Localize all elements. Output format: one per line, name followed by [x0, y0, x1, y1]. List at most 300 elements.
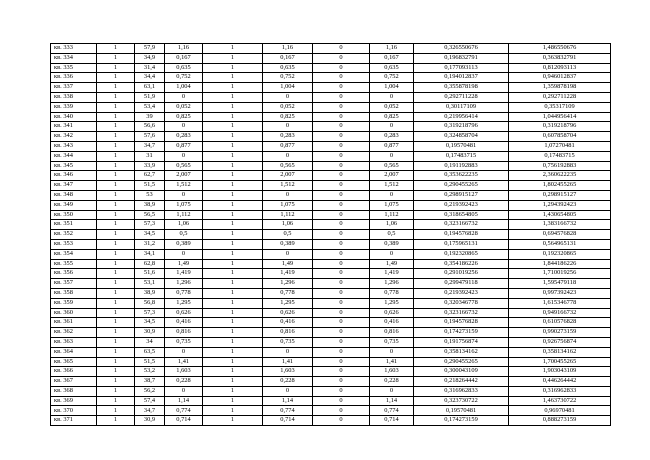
table-cell: 62,8 [135, 259, 165, 269]
table-cell: 0,997392423 [509, 288, 611, 298]
table-cell: 0,17483715 [414, 151, 509, 161]
apartment-label-cell: кв. 334 [51, 53, 97, 63]
table-cell: 0,319218796 [414, 122, 509, 132]
table-cell: 0 [370, 190, 414, 200]
table-cell: 0,735 [263, 337, 313, 347]
table-cell: 0 [313, 239, 370, 249]
apartment-label-cell: кв. 371 [51, 416, 97, 426]
table-cell: 0,290455265 [414, 357, 509, 367]
table-cell: 0,196832791 [414, 53, 509, 63]
table-cell: 34,4 [135, 73, 165, 83]
table-cell: 1 [203, 210, 263, 220]
table-cell: 1 [97, 318, 135, 328]
table-cell: 39 [135, 112, 165, 122]
table-cell: 0 [370, 92, 414, 102]
table-cell: 0 [263, 249, 313, 259]
table-cell: 0,194012837 [414, 73, 509, 83]
table-cell: 0 [313, 396, 370, 406]
table-cell: 1,075 [370, 200, 414, 210]
table-cell: 0 [313, 357, 370, 367]
table-cell: 1 [97, 288, 135, 298]
table-row [51, 171, 611, 181]
table-cell: 1,512 [165, 181, 203, 191]
table-cell: 31,4 [135, 63, 165, 73]
table-cell: 0 [313, 406, 370, 416]
table-cell: 0 [263, 151, 313, 161]
table-cell: 0,825 [263, 112, 313, 122]
table-cell: 1,512 [370, 181, 414, 191]
table-cell: 0 [313, 328, 370, 338]
table-cell: 1 [203, 377, 263, 387]
table-row [51, 141, 611, 151]
table-cell: 1 [97, 53, 135, 63]
table-cell: 0 [313, 141, 370, 151]
table-cell: 34,1 [135, 249, 165, 259]
table-cell: 1,112 [263, 210, 313, 220]
table-cell: 1,419 [165, 269, 203, 279]
apartment-label-cell: кв. 355 [51, 259, 97, 269]
table-row [51, 298, 611, 308]
table-cell: 0 [313, 220, 370, 230]
table-cell: 0,607858704 [509, 132, 611, 142]
table-cell: 0,191192883 [414, 161, 509, 171]
table-cell: 0,416 [165, 318, 203, 328]
table-cell: 1 [203, 396, 263, 406]
table-cell: 1,295 [370, 298, 414, 308]
table-row [51, 386, 611, 396]
table-cell: 0,416 [263, 318, 313, 328]
table-cell: 1,512 [263, 181, 313, 191]
table-cell: 0 [313, 416, 370, 426]
table-row [51, 377, 611, 387]
apartment-label-cell: кв. 335 [51, 63, 97, 73]
table-cell: 0,194576828 [414, 318, 509, 328]
table-cell: 2,007 [370, 171, 414, 181]
table-cell: 56,2 [135, 386, 165, 396]
apartment-label-cell: кв. 338 [51, 92, 97, 102]
table-cell: 1 [97, 181, 135, 191]
apartment-label-cell: кв. 344 [51, 151, 97, 161]
table-cell: 0,316962833 [509, 386, 611, 396]
table-cell: 1 [97, 308, 135, 318]
table-cell: 0 [370, 151, 414, 161]
table-cell: 1,463730722 [509, 396, 611, 406]
table-cell: 53,1 [135, 279, 165, 289]
table-cell: 57,9 [135, 44, 165, 54]
table-cell: 1 [97, 44, 135, 54]
table-cell: 0 [313, 112, 370, 122]
table-cell: 0 [313, 386, 370, 396]
table-cell: 1 [203, 181, 263, 191]
table-row [51, 122, 611, 132]
apartment-label-cell: кв. 368 [51, 386, 97, 396]
table-cell: 62,7 [135, 171, 165, 181]
table-cell: 34,7 [135, 406, 165, 416]
table-cell: 0 [313, 161, 370, 171]
apartment-label-cell: кв. 347 [51, 181, 97, 191]
table-cell: 0 [313, 288, 370, 298]
table-cell: 1 [97, 73, 135, 83]
table-row [51, 337, 611, 347]
table-cell: 1 [97, 239, 135, 249]
table-cell: 1 [203, 171, 263, 181]
table-cell: 1 [203, 83, 263, 93]
table-cell: 0,635 [370, 63, 414, 73]
table-row [51, 112, 611, 122]
table-cell: 0,167 [370, 53, 414, 63]
table-row [51, 396, 611, 406]
table-cell: 0,446264442 [509, 377, 611, 387]
table-cell: 0,30117109 [414, 102, 509, 112]
table-cell: 0 [313, 73, 370, 83]
table-cell: 1 [203, 259, 263, 269]
table-row [51, 151, 611, 161]
table-cell: 0,694576828 [509, 230, 611, 240]
table-cell: 0,192320865 [509, 249, 611, 259]
apartment-label-cell: кв. 341 [51, 122, 97, 132]
table-cell: 38,7 [135, 377, 165, 387]
table-cell: 0 [370, 347, 414, 357]
table-cell: 0,318654805 [414, 210, 509, 220]
table-cell: 0 [313, 230, 370, 240]
table-row [51, 249, 611, 259]
table-cell: 0,778 [263, 288, 313, 298]
table-cell: 0,416 [370, 318, 414, 328]
apartment-label-cell: кв. 363 [51, 337, 97, 347]
table-cell: 0,191756874 [414, 337, 509, 347]
table-cell: 1 [97, 161, 135, 171]
table-cell: 1,603 [165, 367, 203, 377]
table-cell: 1,595479118 [509, 279, 611, 289]
apartment-label-cell: кв. 350 [51, 210, 97, 220]
table-cell: 0,17483715 [509, 151, 611, 161]
table-cell: 1,044956414 [509, 112, 611, 122]
table-cell: 1 [97, 406, 135, 416]
table-cell: 0,877 [165, 141, 203, 151]
table-cell: 34,9 [135, 53, 165, 63]
apartment-label-cell: кв. 356 [51, 269, 97, 279]
table-cell: 1 [97, 122, 135, 132]
table-cell: 0,177093113 [414, 63, 509, 73]
table-cell: 1,075 [263, 200, 313, 210]
table-row [51, 308, 611, 318]
table-cell: 0,19570481 [414, 141, 509, 151]
table-cell: 0,319218796 [509, 122, 611, 132]
table-row [51, 357, 611, 367]
apartment-label-cell: кв. 365 [51, 357, 97, 367]
table-row [51, 210, 611, 220]
table-cell: 0 [263, 347, 313, 357]
table-cell: 0 [263, 386, 313, 396]
table-cell: 1,49 [370, 259, 414, 269]
apartment-label-cell: кв. 357 [51, 279, 97, 289]
table-cell: 0,300043109 [414, 367, 509, 377]
table-cell: 1,603 [263, 367, 313, 377]
table-cell: 0,565 [263, 161, 313, 171]
table-cell: 0,218264442 [414, 377, 509, 387]
table-cell: 0,610576828 [509, 318, 611, 328]
table-cell: 0 [165, 190, 203, 200]
table-cell: 0 [313, 44, 370, 54]
table-cell: 1,295 [165, 298, 203, 308]
table-cell: 1 [203, 63, 263, 73]
table-cell: 0,219392423 [414, 288, 509, 298]
table-cell: 1 [97, 328, 135, 338]
table-cell: 0,714 [263, 416, 313, 426]
table-row [51, 347, 611, 357]
table-cell: 1,844186226 [509, 259, 611, 269]
table-cell: 0,355878198 [414, 83, 509, 93]
table-cell: 0,946012837 [509, 73, 611, 83]
table-cell: 1 [203, 269, 263, 279]
table-cell: 1 [203, 112, 263, 122]
apartment-label-cell: кв. 354 [51, 249, 97, 259]
apartment-label-cell: кв. 343 [51, 141, 97, 151]
table-cell: 1 [203, 328, 263, 338]
table-cell: 57,4 [135, 396, 165, 406]
table-cell: 1 [203, 308, 263, 318]
table-cell: 0 [313, 83, 370, 93]
table-cell: 1 [97, 83, 135, 93]
table-cell: 0 [313, 53, 370, 63]
table-cell: 31,2 [135, 239, 165, 249]
table-cell: 0,052 [263, 102, 313, 112]
table-cell: 1 [97, 269, 135, 279]
apartment-label-cell: кв. 361 [51, 318, 97, 328]
table-cell: 57,3 [135, 308, 165, 318]
table-cell: 1 [203, 337, 263, 347]
table-cell: 1 [97, 151, 135, 161]
apartment-label-cell: кв. 359 [51, 298, 97, 308]
apartment-label-cell: кв. 346 [51, 171, 97, 181]
table-cell: 1,16 [263, 44, 313, 54]
table-cell: 0 [370, 122, 414, 132]
table-cell: 0 [313, 200, 370, 210]
table-cell: 1 [97, 279, 135, 289]
table-cell: 0,565 [370, 161, 414, 171]
table-cell: 1 [97, 190, 135, 200]
table-cell: 0,778 [165, 288, 203, 298]
table-cell: 1 [203, 367, 263, 377]
table-cell: 0 [313, 337, 370, 347]
table-cell: 1 [97, 102, 135, 112]
table-cell: 0 [313, 367, 370, 377]
table-row [51, 181, 611, 191]
table-cell: 1,004 [165, 83, 203, 93]
table-cell: 1 [203, 53, 263, 63]
table-cell: 1 [97, 298, 135, 308]
table-cell: 0,194576828 [414, 230, 509, 240]
table-cell: 1,14 [370, 396, 414, 406]
apartment-label-cell: кв. 340 [51, 112, 97, 122]
table-cell: 0 [313, 190, 370, 200]
table-cell: 0 [313, 102, 370, 112]
table-cell: 1 [97, 347, 135, 357]
table-cell: 0,219956414 [414, 112, 509, 122]
table-cell: 0 [313, 151, 370, 161]
apartment-label-cell: кв. 366 [51, 367, 97, 377]
table-cell: 1 [203, 347, 263, 357]
table-cell: 1,06 [263, 220, 313, 230]
table-cell: 0,626 [263, 308, 313, 318]
table-cell: 1,296 [165, 279, 203, 289]
table-cell: 0,877 [370, 141, 414, 151]
table-body [51, 44, 611, 426]
table-row [51, 132, 611, 142]
apartment-label-cell: кв. 352 [51, 230, 97, 240]
table-cell: 1,14 [263, 396, 313, 406]
table-cell: 0 [313, 308, 370, 318]
table-cell: 1 [97, 230, 135, 240]
table-cell: 0,812093113 [509, 63, 611, 73]
table-cell: 57,3 [135, 220, 165, 230]
apartment-label-cell: кв. 362 [51, 328, 97, 338]
table-cell: 1,294392423 [509, 200, 611, 210]
table-cell: 1,41 [165, 357, 203, 367]
table-cell: 1,419 [370, 269, 414, 279]
table-cell: 0,299479118 [414, 279, 509, 289]
table-cell: 2,007 [165, 171, 203, 181]
table-row [51, 102, 611, 112]
table-cell: 1,49 [165, 259, 203, 269]
table-cell: 0,228 [165, 377, 203, 387]
table-cell: 1 [97, 377, 135, 387]
table-cell: 0,389 [263, 239, 313, 249]
table-cell: 1,603 [370, 367, 414, 377]
table-cell: 1,41 [370, 357, 414, 367]
table-cell: 0,774 [370, 406, 414, 416]
table-cell: 38,9 [135, 200, 165, 210]
table-cell: 0 [370, 249, 414, 259]
table-cell: 38,9 [135, 288, 165, 298]
table-cell: 0 [313, 171, 370, 181]
table-cell: 1,710019256 [509, 269, 611, 279]
table-cell: 0,228 [263, 377, 313, 387]
table-cell: 1,295 [263, 298, 313, 308]
table-cell: 1 [203, 318, 263, 328]
table-cell: 1 [97, 132, 135, 142]
table-cell: 0,35317109 [509, 102, 611, 112]
table-cell: 0,389 [370, 239, 414, 249]
table-row [51, 44, 611, 54]
table-cell: 0,626 [165, 308, 203, 318]
table-cell: 30,9 [135, 416, 165, 426]
table-cell: 0 [313, 92, 370, 102]
apartment-label-cell: кв. 369 [51, 396, 97, 406]
table-cell: 1 [97, 386, 135, 396]
table-cell: 0,752 [165, 73, 203, 83]
apartment-label-cell: кв. 342 [51, 132, 97, 142]
table-cell: 0 [313, 122, 370, 132]
table-cell: 1 [203, 249, 263, 259]
table-cell: 0 [313, 181, 370, 191]
table-row [51, 220, 611, 230]
table-cell: 1,903043109 [509, 367, 611, 377]
table-row [51, 92, 611, 102]
table-cell: 1 [97, 141, 135, 151]
table-cell: 0 [370, 386, 414, 396]
table-cell: 0,778 [370, 288, 414, 298]
table-cell: 1 [203, 122, 263, 132]
table-cell: 1 [203, 44, 263, 54]
table-cell: 0,298915127 [509, 190, 611, 200]
table-cell: 1 [97, 259, 135, 269]
table-row [51, 73, 611, 83]
table-cell: 0 [263, 190, 313, 200]
table-cell: 0 [313, 210, 370, 220]
table-cell: 0 [313, 269, 370, 279]
table-cell: 1 [97, 200, 135, 210]
table-cell: 0,174273159 [414, 328, 509, 338]
apartment-label-cell: кв. 339 [51, 102, 97, 112]
table-cell: 0,816 [263, 328, 313, 338]
table-cell: 0,564965131 [509, 239, 611, 249]
table-cell: 1 [97, 357, 135, 367]
table-cell: 0 [313, 249, 370, 259]
table-cell: 0,756192883 [509, 161, 611, 171]
table-cell: 34,7 [135, 141, 165, 151]
table-cell: 1,004 [370, 83, 414, 93]
table-cell: 1 [203, 141, 263, 151]
table-cell: 1 [97, 171, 135, 181]
table-row [51, 406, 611, 416]
table-cell: 0 [165, 92, 203, 102]
table-cell: 0,635 [165, 63, 203, 73]
table-cell: 0,354186226 [414, 259, 509, 269]
table-cell: 1 [203, 386, 263, 396]
apartment-label-cell: кв. 333 [51, 44, 97, 54]
table-cell: 0,167 [165, 53, 203, 63]
table-row [51, 53, 611, 63]
table-cell: 0,292711228 [509, 92, 611, 102]
table-cell: 0,323730722 [414, 396, 509, 406]
table-cell: 1,112 [370, 210, 414, 220]
table-cell: 1 [203, 220, 263, 230]
table-cell: 0,816 [165, 328, 203, 338]
table-cell: 0,298915127 [414, 190, 509, 200]
table-cell: 0 [165, 151, 203, 161]
table-cell: 0,816 [370, 328, 414, 338]
table-cell: 0 [313, 259, 370, 269]
table-cell: 0,323166732 [414, 308, 509, 318]
table-cell: 0,774 [165, 406, 203, 416]
table-cell: 0 [313, 318, 370, 328]
table-cell: 1 [203, 73, 263, 83]
table-cell: 1 [97, 396, 135, 406]
table-cell: 1,004 [263, 83, 313, 93]
table-cell: 0 [263, 122, 313, 132]
table-cell: 0,291019256 [414, 269, 509, 279]
table-row [51, 63, 611, 73]
table-cell: 51,9 [135, 92, 165, 102]
table-cell: 0,283 [165, 132, 203, 142]
table-cell: 0,363832791 [509, 53, 611, 63]
table-cell: 1,296 [370, 279, 414, 289]
table-cell: 0,5 [263, 230, 313, 240]
table-cell: 0 [165, 386, 203, 396]
table-cell: 0 [313, 377, 370, 387]
table-cell: 1,06 [165, 220, 203, 230]
apartment-label-cell: кв. 351 [51, 220, 97, 230]
table-cell: 2,360622235 [509, 171, 611, 181]
table-cell: 1,802455265 [509, 181, 611, 191]
table-row [51, 83, 611, 93]
table-cell: 0,825 [370, 112, 414, 122]
table-cell: 0,96970481 [509, 406, 611, 416]
table-cell: 0,292711228 [414, 92, 509, 102]
table-row [51, 239, 611, 249]
table-cell: 63,5 [135, 347, 165, 357]
